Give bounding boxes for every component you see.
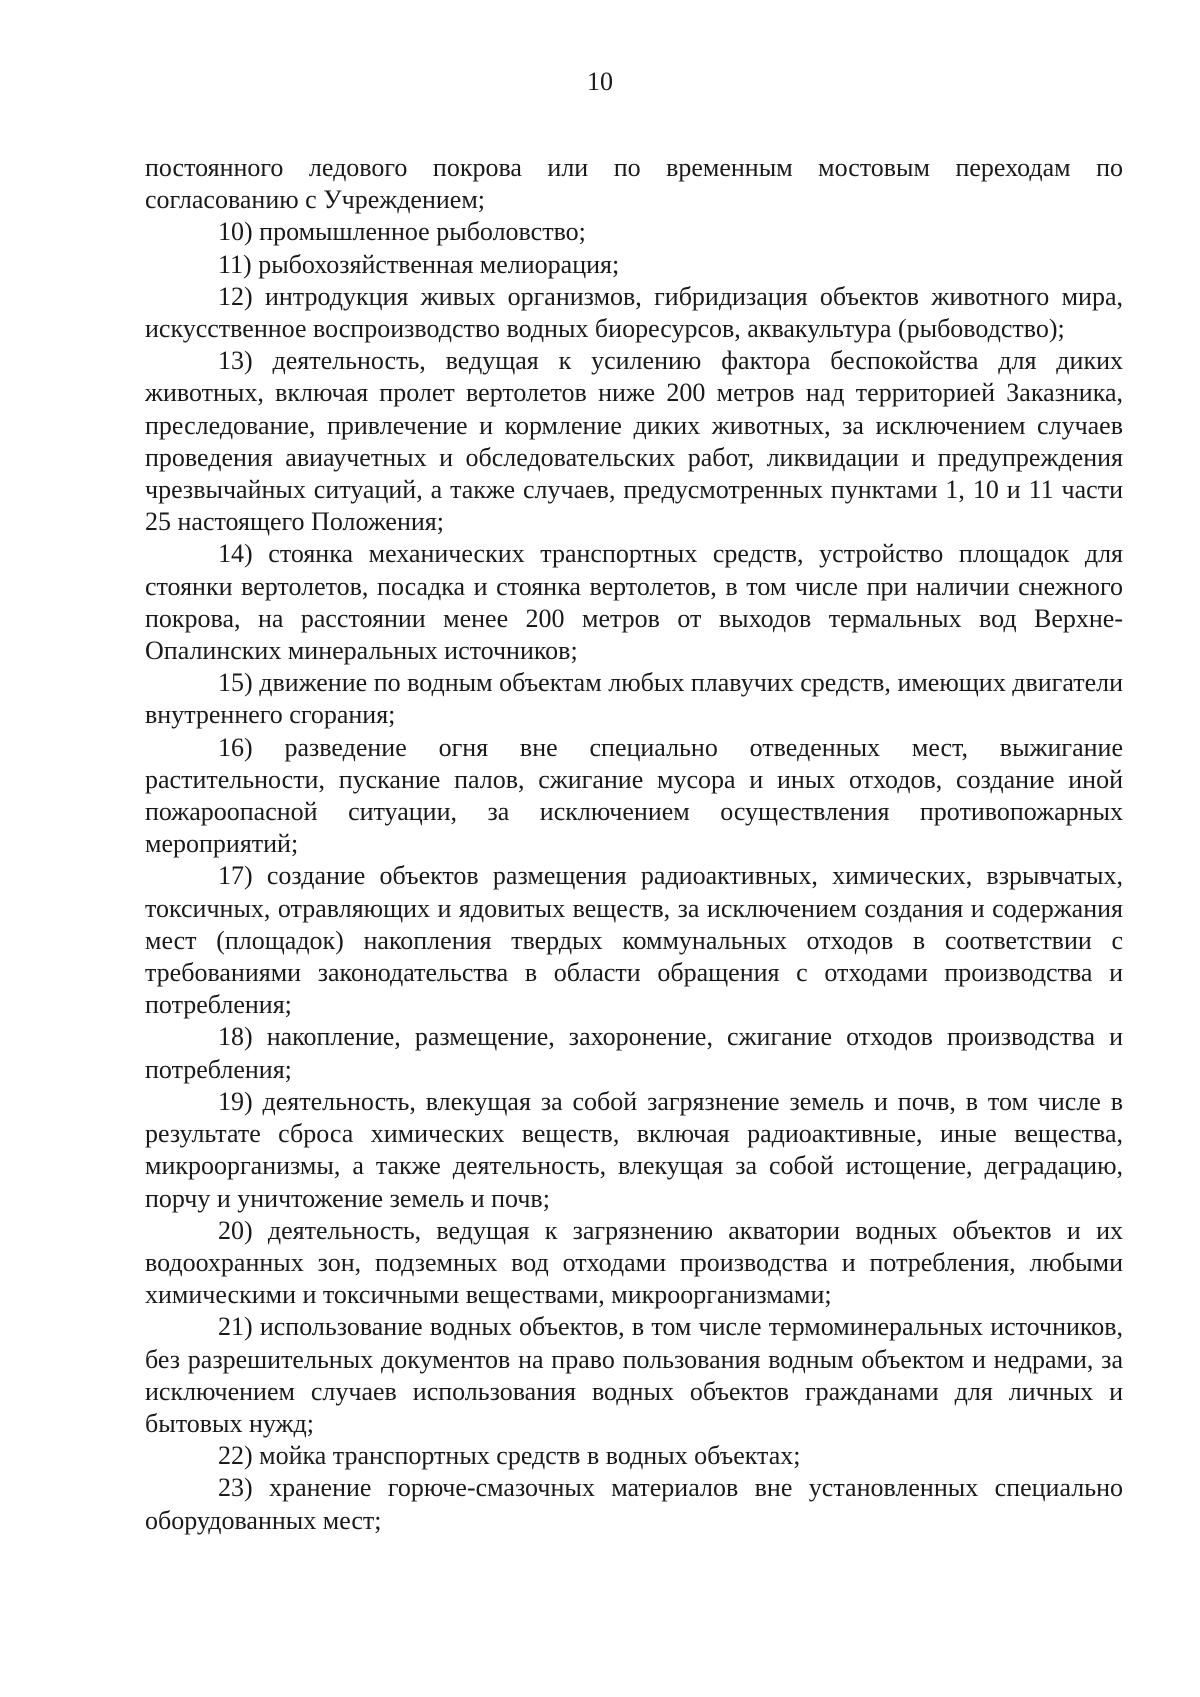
list-item-20: 20) деятельность, ведущая к загрязнению акватории водных объектов и их водоохранных зон, подземных вод отходами производства и потребления, любыми химическими и токсичными веществами, микроорганизмами; — [145, 1215, 1123, 1310]
paragraph-continuation: постоянного ледового покрова или по временным мостовым переходам по согласованию с Учреждением; — [145, 153, 1123, 215]
list-item-15: 15) движение по водным объектам любых плавучих средств, имеющих двигатели внутреннего сгорания; — [145, 668, 1123, 730]
list-item-18: 18) накопление, размещение, захоронение, сжигание отходов производства и потребления; — [145, 1022, 1123, 1084]
list-item-10: 10) промышленное рыболовство; — [218, 217, 586, 247]
list-item-11: 11) рыбохозяйственная мелиорация; — [218, 249, 620, 279]
list-item-23: 23) хранение горюче-смазочных материалов вне установленных специально оборудованных мест; — [145, 1473, 1123, 1535]
document-body — [145, 152, 1123, 1537]
list-item-13: 13) деятельность, ведущая к усилению фактора беспокойства для диких животных, включая пролет вертолетов ниже 200 метров над территорией Заказника, преследование, привлечение и кормление диких животных, за исключением случаев проведения авиаучетных и обследовательских работ, ликвидации и предупреждения чрезвычайных ситуаций, а также случаев, предусмотренных пунктами 1, 10 и 11 части 25 настоящего Положения; — [145, 346, 1123, 537]
list-item-19: 19) деятельность, влекущая за собой загрязнение земель и почв, в том числе в результате сброса химических веществ, включая радиоактивные, иные вещества, микроорганизмы, а также деятельность, влекущая за собой истощение, деградацию, порчу и уничтожение земель и почв; — [145, 1086, 1123, 1213]
list-item-22: 22) мойка транспортных средств в водных объектах; — [218, 1441, 801, 1471]
list-item-21: 21) использование водных объектов, в том числе термоминеральных источников, без разрешительных документов на право пользования водным объектом и недрами, за исключением случаев использования водных объектов гражданами для личных и бытовых нужд; — [145, 1312, 1123, 1438]
list-item-16: 16) разведение огня вне специально отведенных мест, выжигание растительности, пускание палов, сжигание мусора и иных отходов, создание иной пожароопасной ситуации, за исключением осуществления противопожарных мероприятий; — [145, 732, 1123, 859]
list-item-14: 14) стоянка механических транспортных средств, устройство площадок для стоянки вертолетов, посадка и стоянка вертолетов, в том числе при наличии снежного покрова, на расстоянии менее 200 метров от выходов термальных вод Верхне-Опалинских минеральных источников; — [145, 539, 1123, 666]
list-item-17: 17) создание объектов размещения радиоактивных, химических, взрывчатых, токсичных, отравляющих и ядовитых веществ, за исключением создания и содержания мест (площадок) накопления твердых коммунальных отходов в соответствии с требованиями законодательства в области обращения с отходами производства и потребления; — [145, 861, 1123, 1020]
page-number: 10 — [587, 67, 613, 96]
list-item-12: 12) интродукция живых организмов, гибридизация объектов животного мира, искусственное воспроизводство водных биоресурсов, аквакультура (рыбоводство); — [145, 281, 1123, 344]
